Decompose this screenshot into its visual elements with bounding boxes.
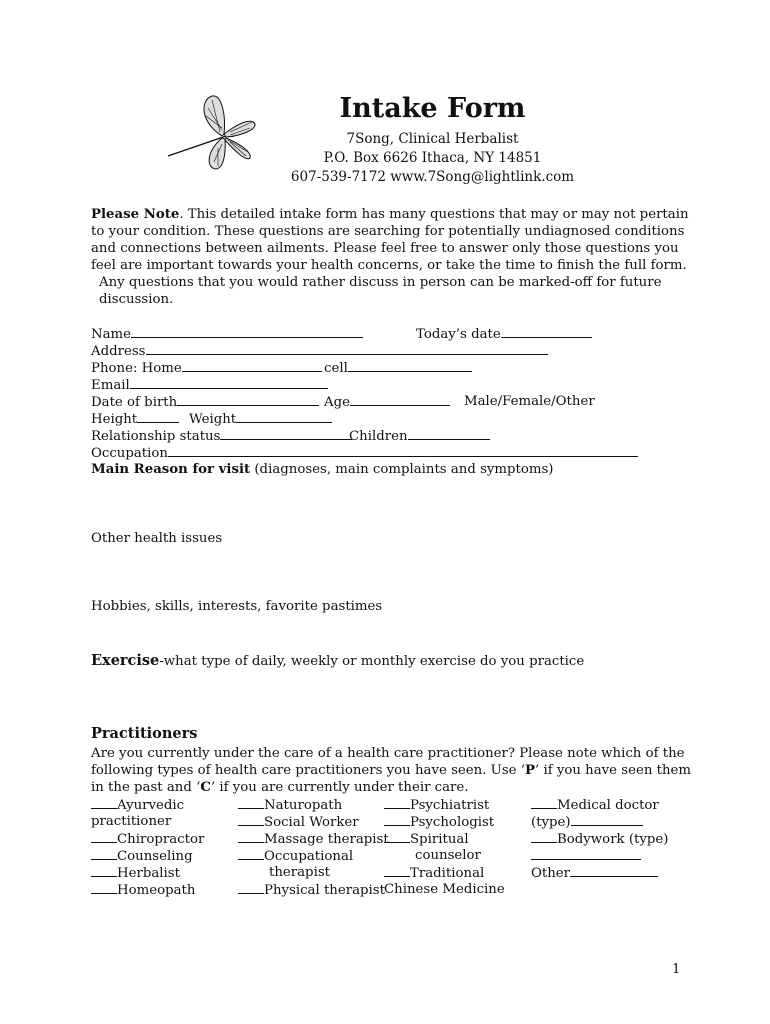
todays-date-label: Today’s date (416, 327, 501, 342)
practitioner-bodywork[interactable]: Bodywork (type) (531, 830, 668, 848)
contact-info: 607-539-7172 www.7Song@lightlink.com (290, 169, 575, 185)
weight-field[interactable] (189, 410, 332, 428)
height-label: Height (91, 412, 138, 427)
hobbies-prompt: Hobbies, skills, interests, favorite pastimes (91, 599, 383, 614)
practitioner-social-worker[interactable]: Social Worker (238, 813, 359, 831)
occupation-label: Occupation (91, 446, 168, 461)
practitioner-medical-doctor[interactable]: Medical doctor (531, 796, 659, 814)
form-title: Intake Form (339, 93, 526, 124)
demographic-fields (91, 325, 691, 461)
form-header (290, 92, 575, 187)
practitioner-physical-therapist[interactable]: Physical therapist (238, 881, 385, 899)
practitioner-occupational-cont: therapist (269, 865, 330, 880)
exercise-label: Exercise (91, 652, 160, 669)
practitioner-homeopath[interactable]: Homeopath (91, 881, 195, 899)
practitioner-massage-therapist[interactable]: Massage therapist (238, 830, 389, 848)
page-number: 1 (672, 962, 681, 977)
email-label: Email (91, 378, 130, 393)
note-lead: Please Note (91, 207, 180, 222)
relationship-field[interactable] (91, 427, 352, 445)
practitioner-spiritual[interactable]: Spiritual (384, 830, 469, 848)
height-field[interactable] (91, 410, 179, 428)
name-field[interactable] (91, 325, 363, 343)
note-text: . This detailed intake form has many questions that may or may not pertain to your condition. These questions are searching for potentially undiagnosed conditions and connections between ailments. Please feel free to answer only those questions you feel are important towards your health concerns, or take the time to finish the full form. (91, 207, 689, 273)
children-label: Children (349, 429, 408, 444)
todays-date-field[interactable] (416, 325, 592, 343)
exercise-detail: -what type of daily, weekly or monthly exercise do you practice (159, 654, 585, 669)
practitioners-intro: Are you currently under the care of a health care practitioner? Please note which of the following types of health care practitioners you have seen. Use ‘P’ if you have seen them in the past and ‘C’ if you are currently under their care. (91, 746, 692, 795)
practitioner-medical-doctor-type[interactable]: (type) (531, 813, 643, 831)
practitioner-counseling[interactable]: Counseling (91, 847, 193, 865)
practitioners-section (91, 724, 691, 906)
weight-label: Weight (189, 412, 237, 427)
dob-label: Date of birth (91, 395, 178, 410)
mailing-address: P.O. Box 6626 Ithaca, NY 14851 (323, 150, 542, 166)
practitioner-blank-line[interactable] (531, 847, 641, 865)
name-label: Name (91, 327, 132, 342)
home-phone-field[interactable] (91, 359, 322, 377)
children-field[interactable] (349, 427, 490, 445)
age-label: Age (324, 395, 350, 410)
practitioner-ayurvedic[interactable]: Ayurvedic (91, 796, 184, 814)
practitioner-occupational[interactable]: Occupational (238, 847, 353, 865)
sex-options[interactable]: Male/Female/Other (464, 394, 595, 409)
exercise-prompt (91, 652, 584, 670)
relationship-label: Relationship status (91, 429, 221, 444)
practitioner-other[interactable]: Other (531, 864, 658, 882)
main-reason-prompt (91, 461, 554, 478)
dob-field[interactable] (91, 393, 319, 411)
home-phone-label: Phone: Home (91, 361, 182, 376)
address-label: Address (91, 344, 146, 359)
practitioner-checklist (91, 796, 691, 906)
age-field[interactable] (324, 393, 450, 411)
other-health-prompt: Other health issues (91, 531, 223, 546)
cell-phone-field[interactable] (324, 359, 472, 377)
occupation-field[interactable] (91, 444, 638, 462)
note-text-2: Any questions that you would rather discuss in person can be marked-off for future discussion. (99, 275, 662, 307)
practitioner-naturopath[interactable]: Naturopath (238, 796, 342, 814)
practitioner-name: 7Song, Clinical Herbalist (346, 131, 519, 147)
practitioner-traditional[interactable]: Traditional (384, 864, 484, 882)
practitioner-spiritual-cont: counselor (415, 848, 481, 863)
email-field[interactable] (91, 376, 328, 394)
practitioner-ayurvedic-cont: practitioner (91, 814, 172, 829)
practitioner-psychologist[interactable]: Psychologist (384, 813, 494, 831)
main-reason-label: Main Reason for visit (91, 462, 251, 477)
address-field[interactable] (91, 342, 548, 360)
practitioners-heading: Practitioners (91, 725, 198, 742)
cell-label: cell (324, 361, 348, 376)
dragonfly-icon (160, 92, 260, 172)
practitioner-traditional-cont: Chinese Medicine (384, 882, 505, 897)
practitioner-chiropractor[interactable]: Chiropractor (91, 830, 204, 848)
practitioner-herbalist[interactable]: Herbalist (91, 864, 180, 882)
practitioner-psychiatrist[interactable]: Psychiatrist (384, 796, 489, 814)
please-note-paragraph (91, 206, 691, 308)
main-reason-detail: (diagnoses, main complaints and symptoms) (250, 462, 554, 477)
